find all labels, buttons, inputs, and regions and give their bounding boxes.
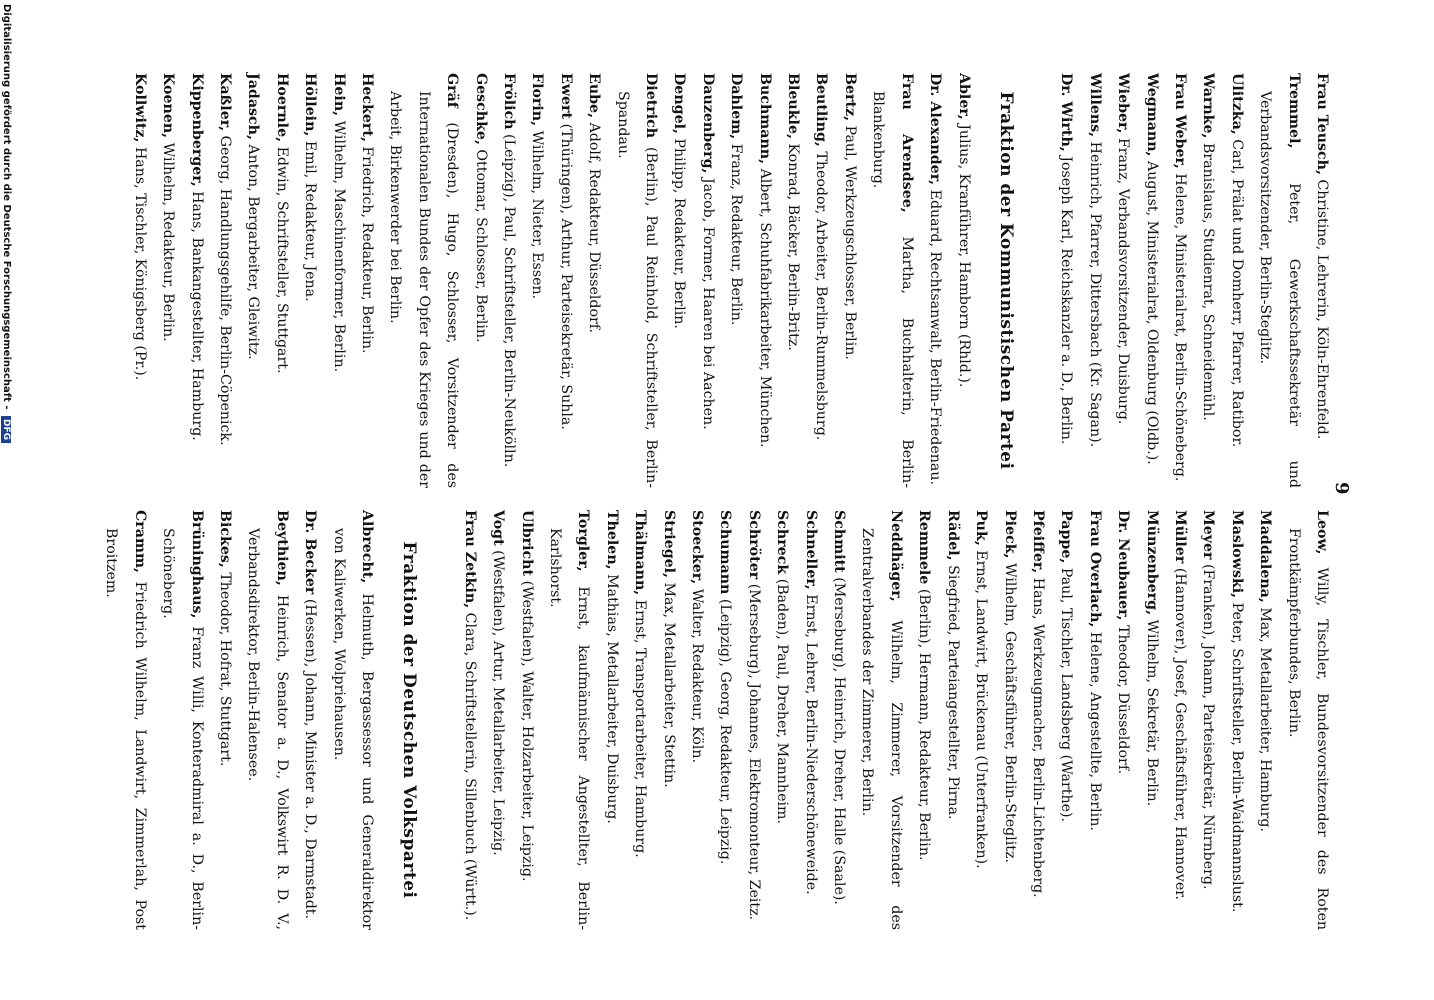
- member-name: Hein,: [330, 73, 347, 117]
- member-entry: [551, 73, 579, 488]
- member-details: Jacob, Former, Haaren bei Aachen.: [699, 178, 716, 430]
- member-details: Ottomar, Schlosser, Berlin.: [472, 149, 489, 343]
- member-entry: [1251, 510, 1279, 930]
- member-details: Wilhelm, Redakteur, Berlin.: [160, 142, 177, 342]
- member-details: Adolf, Redakteur, Düsseldorf.: [586, 122, 603, 334]
- footer-credit: [1, 4, 12, 443]
- member-entry: [949, 73, 977, 488]
- member-details: Clara, Schriftstellerin, Sillenbuch (Württ.).: [461, 612, 478, 921]
- member-name: Eube,: [586, 73, 603, 119]
- member-details: (Franken), Johann, Parteisekretär, Nürnberg.: [1200, 564, 1217, 890]
- member-name: Thelen,: [603, 510, 620, 570]
- member-details: (Leipzig), Georg, Redakteur, Leipzig.: [717, 598, 734, 865]
- member-details: Joseph Karl, Reichskanzler a. D., Berlin.: [1058, 156, 1075, 445]
- member-details: Christine, Lehrerin, Köln-Ehrenfeld.: [1314, 179, 1330, 440]
- page-number: 9: [1331, 482, 1352, 495]
- section-heading: Fraktion der Kommunistischen Partei: [995, 91, 1016, 470]
- left-column: [125, 73, 1336, 488]
- member-details: Peter, Gewerkschaftssekretär und Verbandsvorsitzender, Berlin-Steglitz.: [1257, 91, 1302, 488]
- member-name: Bickes,: [216, 510, 233, 568]
- member-entry: [1137, 510, 1165, 930]
- member-entry: [324, 73, 352, 488]
- member-entry: [154, 510, 211, 930]
- member-details: (Hessen), Johann, Minister a. D., Darmstadt.: [302, 598, 319, 920]
- member-name: Dengel,: [671, 73, 688, 134]
- member-name: Dr. Wirth,: [1058, 73, 1075, 152]
- member-details: Franz, Verbandsvorsitzender, Duisburg.: [1115, 137, 1132, 425]
- member-name: Schneller,: [802, 510, 819, 590]
- member-name: Gräf: [444, 73, 461, 108]
- member-name: Dahlem,: [728, 73, 745, 140]
- member-name: Ulbricht: [518, 510, 535, 577]
- member-entry: [239, 73, 267, 488]
- member-entry: [455, 510, 483, 930]
- member-name: Pappe,: [1058, 510, 1075, 564]
- member-details: Siegfried, Parteiangestellter, Pirna.: [944, 565, 961, 820]
- member-name: Dr. Neubauer,: [1115, 510, 1132, 621]
- member-details: Helene, Angestellte, Berlin.: [1086, 631, 1103, 831]
- member-name: Frau Teusch,: [1314, 73, 1330, 175]
- member-entry: [296, 510, 324, 930]
- member-details: Heinrich, Senator a. D., Volkswirt R. D. V., Verbandsdirektor, Berlin-Halensee.: [245, 528, 290, 930]
- member-name: Dauzenberg,: [699, 73, 716, 174]
- member-entry: [1194, 73, 1222, 488]
- member-entry: [1279, 510, 1336, 930]
- member-details: Max, Metallarbeiter, Hamburg.: [1257, 607, 1274, 832]
- member-entry: [739, 510, 767, 930]
- member-details: Wilhelm, Nieter, Essen.: [529, 130, 546, 300]
- member-details: Ernst, Lehrer, Berlin-Niederschöneweide.: [802, 594, 819, 895]
- member-details: (Westfalen), Artur, Metallarbeiter, Leipzig.: [490, 550, 507, 856]
- member-details: Friedrich Wilhelm, Landwirt, Zimmerlah, Post Broitzem.: [103, 528, 148, 930]
- member-entry: [796, 510, 824, 930]
- member-entry: [1222, 73, 1250, 488]
- member-details: Heinrich, Pfarrer, Dittersbach (Kr. Sagan).: [1086, 141, 1103, 448]
- member-details: (Hannover), Josef, Geschäftsführer, Hannover.: [1171, 567, 1188, 900]
- member-details: Franz Willi, Konteradmiral a. D., Berlin-Schöneberg.: [160, 528, 205, 931]
- member-details: Willy, Tischler, Bundesvorsitzender des Roten Frontkämpferbundes, Berlin.: [1285, 528, 1330, 930]
- member-entry: [466, 73, 494, 488]
- member-name: Kaßler,: [216, 73, 233, 132]
- member-name: Florin,: [529, 73, 546, 127]
- member-entry: [608, 73, 665, 488]
- member-details: Theodor, Arbeiter, Berlin-Rummelsburg.: [813, 151, 830, 441]
- member-details: Helene, Ministerialrat, Berlin-Schöneberg.: [1171, 173, 1188, 482]
- member-entry: [779, 73, 807, 488]
- member-entry: [1222, 510, 1250, 930]
- footer-text: Digitalisierung gefördert durch die Deutsche Forschungsgemeinschaft -: [1, 4, 12, 410]
- member-name: Heckert,: [359, 73, 375, 142]
- member-entry: [864, 73, 921, 488]
- member-details: (Berlin), Paul Reinhold, Schriftsteller, Berlin-Spandau.: [614, 91, 660, 488]
- member-entry: [654, 510, 682, 930]
- member-name: Maddalena,: [1257, 510, 1274, 603]
- member-name: Hoernle,: [273, 73, 290, 143]
- member-name: Schreck: [774, 510, 791, 575]
- member-name: Schröter: [745, 510, 762, 580]
- member-entry: [768, 510, 796, 930]
- member-name: Striegel,: [660, 510, 677, 578]
- member-details: Wilhelm, Geschäftsführer, Berlin-Steglitz.: [1001, 563, 1018, 863]
- member-entry: [239, 510, 296, 930]
- member-details: Branislaus, Studienrat, Schneidemühl.: [1200, 143, 1217, 421]
- member-name: Müller: [1171, 510, 1188, 564]
- member-details: Wilhelm, Sekretär, Berlin.: [1143, 619, 1160, 807]
- member-details: Walter, Redakteur, Köln.: [689, 588, 706, 764]
- member-details: Philipp, Redakteur, Berlin.: [671, 138, 688, 329]
- member-name: Ewert: [557, 73, 574, 120]
- member-entry: [1052, 73, 1080, 488]
- member-name: Willens,: [1086, 73, 1103, 138]
- member-entry: [1080, 73, 1108, 488]
- member-details: August, Ministerialrat, Oldenburg (Oldb.).: [1143, 161, 1160, 465]
- dfg-logo: DFG: [1, 416, 11, 443]
- member-name: Beutling,: [813, 73, 830, 147]
- member-name: Neddhäger,: [887, 510, 904, 602]
- member-details: Carl, Prälat und Domherr, Pfarrer, Ratibor.: [1228, 139, 1245, 448]
- member-name: Dr. Alexander,: [927, 73, 944, 186]
- member-name: Torgler,: [575, 510, 592, 572]
- member-entry: [683, 510, 711, 930]
- member-entry: [125, 73, 153, 488]
- member-details: Martha, Buchhalterin, Berlin-Blankenburg.: [870, 91, 915, 488]
- member-details: Paul, Werkzeugschlosser, Berlin.: [841, 125, 858, 360]
- member-name: Stoecker,: [689, 510, 706, 585]
- member-name: Frau Zetkin,: [461, 510, 478, 609]
- member-name: Höllein,: [302, 73, 319, 137]
- member-name: Thälmann,: [632, 510, 649, 596]
- member-name: Leow,: [1314, 510, 1330, 555]
- member-entry: [626, 510, 654, 930]
- member-entry: [523, 73, 551, 488]
- member-details: (Berlin), Hermann, Redakteur, Berlin.: [916, 588, 933, 861]
- member-name: Warnke,: [1200, 73, 1217, 139]
- member-name: Rädel,: [944, 510, 961, 561]
- member-entry: [381, 73, 466, 488]
- member-name: Frau Weber,: [1171, 73, 1188, 169]
- member-entry: [693, 73, 721, 488]
- member-name: Münzenberg,: [1143, 510, 1160, 616]
- member-details: Georg, Handlungsgehilfe, Berlin-Cöpenick.: [216, 135, 233, 446]
- member-details: Max, Metallarbeiter, Stettin.: [660, 582, 677, 788]
- member-details: Theodor, Düsseldorf.: [1115, 625, 1132, 775]
- member-entry: [541, 510, 598, 930]
- member-details: (Merseburg), Johannes, Elektromonteur, Zeitz.: [745, 583, 762, 921]
- member-details: (Thüringen), Arthur, Parteisekretär, Suhla.: [557, 123, 574, 430]
- member-entry: [296, 73, 324, 488]
- member-entry: [995, 510, 1023, 930]
- member-entry: [1052, 510, 1080, 930]
- member-entry: [967, 510, 995, 930]
- member-name: Schumann: [717, 510, 734, 595]
- member-details: Wilhelm, Maschinenformer, Berlin.: [330, 120, 347, 373]
- member-entry: [154, 73, 182, 488]
- member-details: Paul, Tischler, Landsberg (Warthe).: [1058, 567, 1075, 823]
- member-entry: [722, 73, 750, 488]
- member-name: Koenen,: [160, 73, 177, 139]
- member-entry: [1109, 510, 1137, 930]
- member-details: Anton, Bergarbeiter, Gleiwitz.: [245, 144, 262, 360]
- member-entry: [1137, 73, 1165, 488]
- member-entry: [484, 510, 512, 930]
- member-entry: [853, 510, 910, 930]
- member-entry: [921, 73, 949, 488]
- member-details: (Baden), Paul, Dreher, Mannheim.: [774, 578, 791, 824]
- member-entry: [1308, 73, 1336, 488]
- member-name: Beythien,: [273, 510, 290, 586]
- member-name: Remmele: [916, 510, 933, 585]
- member-details: Theodor, Hofrat, Stuttgart.: [216, 572, 233, 767]
- member-details: (Westfalen), Walter, Holzarbeiter, Leipzig.: [518, 580, 535, 882]
- member-name: Geschke,: [472, 73, 489, 145]
- member-name: Pieck,: [1001, 510, 1018, 559]
- member-details: Emil, Redakteur, Jena.: [302, 140, 319, 302]
- member-entry: [1109, 73, 1137, 488]
- member-entry: [1166, 73, 1194, 488]
- member-details: (Dresden), Hugo, Schlosser, Vorsitzender des Internationalen Bundes der Opfer des Krieges und der Arbeit, Birkenwerder bei Berlin.: [387, 91, 461, 488]
- member-entry: [1194, 510, 1222, 930]
- member-entry: [1080, 510, 1108, 930]
- member-entry: [597, 510, 625, 930]
- member-details: Hans, Tischler, Königsberg (Pr.).: [131, 146, 148, 381]
- member-entry: [836, 73, 864, 488]
- member-entry: [910, 510, 938, 930]
- member-details: Julius, Kranführer, Hamborn (Rhld.).: [955, 124, 972, 388]
- member-entry: [580, 73, 608, 488]
- member-entry: [1251, 73, 1308, 488]
- member-entry: [750, 73, 778, 488]
- member-entry: [807, 73, 835, 488]
- member-name: Buchmann,: [756, 73, 773, 165]
- member-details: Hans, Bankangestellter, Hamburg.: [188, 191, 205, 441]
- member-entry: [825, 510, 853, 930]
- member-name: Schmitt: [831, 510, 848, 573]
- member-entry: [711, 510, 739, 930]
- section-heading: Fraktion der Deutschen Volkspartei: [399, 541, 420, 899]
- member-details: Albert, Schuhfabrikarbeiter, München.: [756, 168, 773, 448]
- member-entry: [267, 73, 295, 488]
- member-name: Bertz,: [841, 73, 858, 122]
- member-details: Mathias, Metallarbeiter, Duisburg.: [603, 574, 620, 824]
- member-name: Puk,: [973, 510, 990, 546]
- member-name: Cramm,: [131, 510, 148, 573]
- member-details: Ernst, kaufmännischer Angestellter, Berlin-Karlshorst.: [547, 528, 592, 930]
- member-details: Wilhelm, Zimmerer, Vorsitzender des Zentralverbandes der Zimmerer, Berlin.: [859, 528, 904, 930]
- member-entry: [1024, 510, 1052, 930]
- member-entry: [495, 73, 523, 488]
- member-details: Franz, Redakteur, Berlin.: [728, 143, 745, 326]
- member-name: Abler,: [955, 73, 972, 120]
- member-entry: [97, 510, 154, 930]
- member-entry: [938, 510, 966, 930]
- member-name: Dr. Becker: [302, 510, 319, 595]
- member-entry: [1166, 510, 1194, 930]
- member-name: Maslowski,: [1228, 510, 1245, 599]
- member-name: Frau Arendsee,: [898, 73, 915, 213]
- member-details: Hans, Werkzeugmacher, Berlin-Lichtenberg.: [1029, 577, 1046, 898]
- member-name: Meyer: [1200, 510, 1217, 560]
- member-name: Jadasch,: [245, 73, 262, 140]
- member-entry: [324, 510, 381, 930]
- member-name: Wegmann,: [1143, 73, 1160, 157]
- member-details: (Merseburg), Heinrich, Dreher, Halle (Saale).: [831, 577, 848, 905]
- member-entry: [211, 73, 239, 488]
- member-entry: [353, 73, 381, 488]
- member-details: Ernst, Transportarbeiter, Hamburg.: [632, 599, 649, 858]
- member-details: (Leipzig), Paul, Schriftsteller, Berlin-Neukölln.: [501, 134, 518, 468]
- member-details: Peter, Schriftsteller, Berlin-Waidmannslust.: [1228, 602, 1245, 913]
- member-name: Pfeiffer,: [1029, 510, 1046, 574]
- member-details: Friedrich, Redakteur, Berlin.: [359, 146, 375, 354]
- member-name: Tremmel,: [1285, 73, 1302, 149]
- member-details: Konrad, Bäcker, Berlin-Britz.: [785, 143, 802, 351]
- member-name: Kippenberger,: [188, 73, 205, 187]
- member-name: Vogt: [490, 510, 507, 546]
- member-details: Ernst, Landwirt, Brückenau (Unterfranken).: [973, 550, 990, 869]
- member-details: Edwin, Schriftsteller, Stuttgart.: [273, 146, 290, 374]
- member-name: Bleukle,: [785, 73, 802, 139]
- member-details: Eduard, Rechtsanwalt, Berlin-Friedenau.: [927, 189, 944, 486]
- member-entry: [512, 510, 540, 930]
- member-entry: [182, 73, 210, 488]
- member-name: Dietrich: [643, 73, 660, 139]
- member-name: Albrecht,: [359, 510, 375, 584]
- member-name: Frau Overlach,: [1086, 510, 1103, 628]
- member-entry: [211, 510, 239, 930]
- member-name: Kollwitz,: [131, 73, 148, 143]
- member-name: Ulitzka,: [1228, 73, 1245, 135]
- member-details: Helmuth, Bergassessor und Generaldirektor von Kaliwerken, Wolpriehausen.: [330, 528, 375, 930]
- member-name: Wieber,: [1115, 73, 1132, 134]
- member-entry: [665, 73, 693, 488]
- right-column: [97, 510, 1336, 930]
- member-name: Frölich: [501, 73, 518, 130]
- member-name: Brüninghaus,: [188, 510, 205, 619]
